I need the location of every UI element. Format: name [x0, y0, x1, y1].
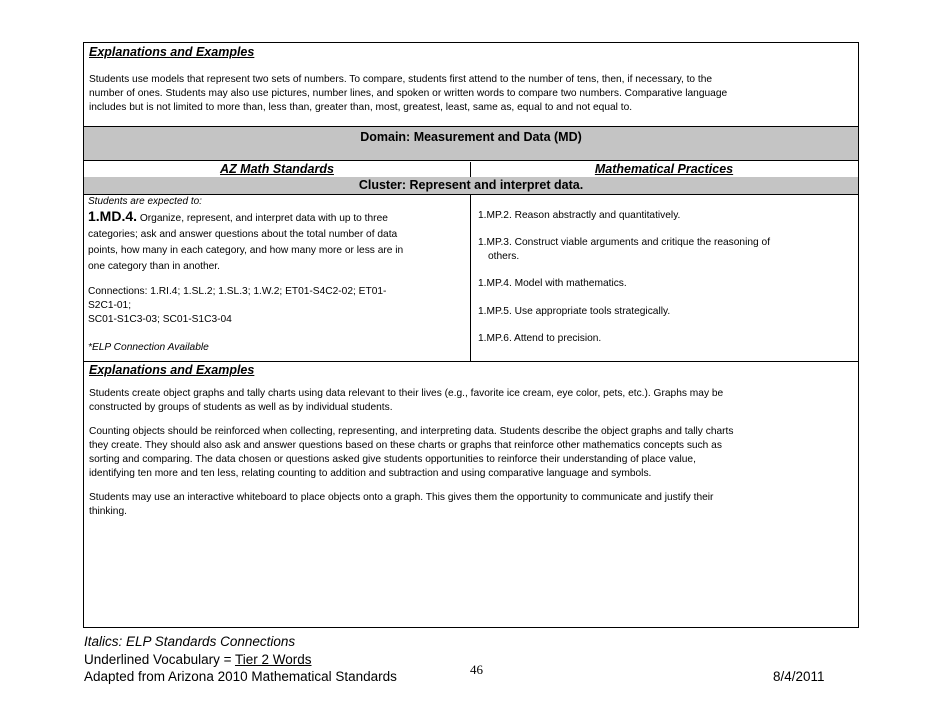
- domain-title: Domain: Measurement and Data (MD): [360, 130, 582, 144]
- footer-date: 8/4/2011: [773, 669, 825, 684]
- standard-text: Organize, represent, and interpret data with up to three: [139, 213, 388, 224]
- page-number: 46: [470, 662, 483, 677]
- header-az-math-standards: AZ Math Standards: [220, 162, 334, 176]
- connections-line: SC01-S1C3-03; SC01-S1C3-04: [88, 314, 232, 325]
- practice-item-continued: others.: [488, 251, 520, 262]
- standard-line: one category than in another.: [88, 261, 220, 272]
- paragraph-line: Students use models that represent two sets of numbers. To compare, students first attend to the number of tens, then, if necessary, to the: [89, 74, 713, 85]
- cluster-title: Cluster: Represent and interpret data.: [358, 178, 584, 192]
- domain-bar: [84, 127, 858, 160]
- standards-table: [83, 42, 859, 628]
- connections-line: S2C1-01;: [88, 300, 132, 311]
- footer-vocab-note: [84, 652, 312, 667]
- footer-adapted-from: Adapted from Arizona 2010 Mathematical Standards: [84, 669, 397, 684]
- cluster-bar: [84, 177, 858, 194]
- divider: [84, 160, 858, 161]
- footer-tier2-words: Tier 2 Words: [234, 652, 312, 667]
- column-divider: [470, 162, 471, 177]
- practice-item: 1.MP.3. Construct viable arguments and critique the reasoning of: [478, 237, 771, 248]
- standard-line: categories; ask and answer questions about the total number of data: [88, 229, 398, 240]
- standard-line: points, how many in each category, and how many more or less are in: [88, 245, 404, 256]
- paragraph-line: Students may use an interactive whiteboard to place objects onto a graph. This gives them the opportunity to communicate and justify their: [89, 492, 714, 503]
- connections-line: Connections: 1.RI.4; 1.SL.2; 1.SL.3; 1.W.2; ET01-S4C2-02; ET01-: [88, 286, 387, 297]
- paragraph-line: they create. They should also ask and answer questions based on these charts or graphs that reinforce other mathematics concepts such as: [89, 440, 722, 451]
- explanations-section-2: [89, 363, 863, 519]
- paragraph-line: number of ones. Students may also use pictures, number lines, and spoken or written words to compare two numbers. Comparative language: [89, 88, 728, 99]
- divider: [84, 361, 858, 362]
- divider: [84, 194, 858, 195]
- expected-label: Students are expected to:: [88, 196, 202, 207]
- paragraph-line: includes but is not limited to more than, less than, greater than, most, greatest, least, same as, equal to and not equal to.: [89, 102, 633, 113]
- footer-elp-note: Italics: ELP Standards Connections: [84, 634, 296, 649]
- explanations-section-1: [89, 45, 863, 115]
- column-divider: [470, 194, 471, 361]
- practice-item: 1.MP.5. Use appropriate tools strategically.: [478, 306, 671, 317]
- footer-vocab-prefix: Underlined Vocabulary =: [84, 652, 235, 667]
- paragraph-line: identifying ten more and ten less, relating counting to addition and subtraction and using comparative language and symbols.: [89, 468, 652, 479]
- paragraph-line: sorting and comparing. The data chosen or questions asked give students opportunities to reinforce their understanding of place value,: [89, 454, 696, 465]
- paragraph-line: constructed by groups of students as well as by individual students.: [89, 402, 393, 413]
- paragraph-line: thinking.: [89, 506, 127, 517]
- elp-connection: *ELP Connection Available: [88, 342, 209, 353]
- standard-cell: [88, 196, 468, 355]
- paragraph-line: Counting objects should be reinforced when collecting, representing, and interpreting data. Students describe the object graphs and tally charts: [89, 426, 734, 437]
- section-title: Explanations and Examples: [89, 45, 255, 59]
- header-mathematical-practices: Mathematical Practices: [594, 162, 734, 176]
- section-title: Explanations and Examples: [89, 363, 255, 377]
- practice-item: 1.MP.6. Attend to precision.: [478, 333, 602, 344]
- paragraph-line: Students create object graphs and tally charts using data relevant to their lives (e.g., favorite ice cream, eye color, pets, etc.). Graphs may be: [89, 388, 724, 399]
- practice-item: 1.MP.4. Model with mathematics.: [478, 278, 627, 289]
- practice-item: 1.MP.2. Reason abstractly and quantitatively.: [478, 210, 681, 221]
- header-row: [84, 162, 858, 177]
- standard-code: 1.MD.4.: [88, 208, 138, 224]
